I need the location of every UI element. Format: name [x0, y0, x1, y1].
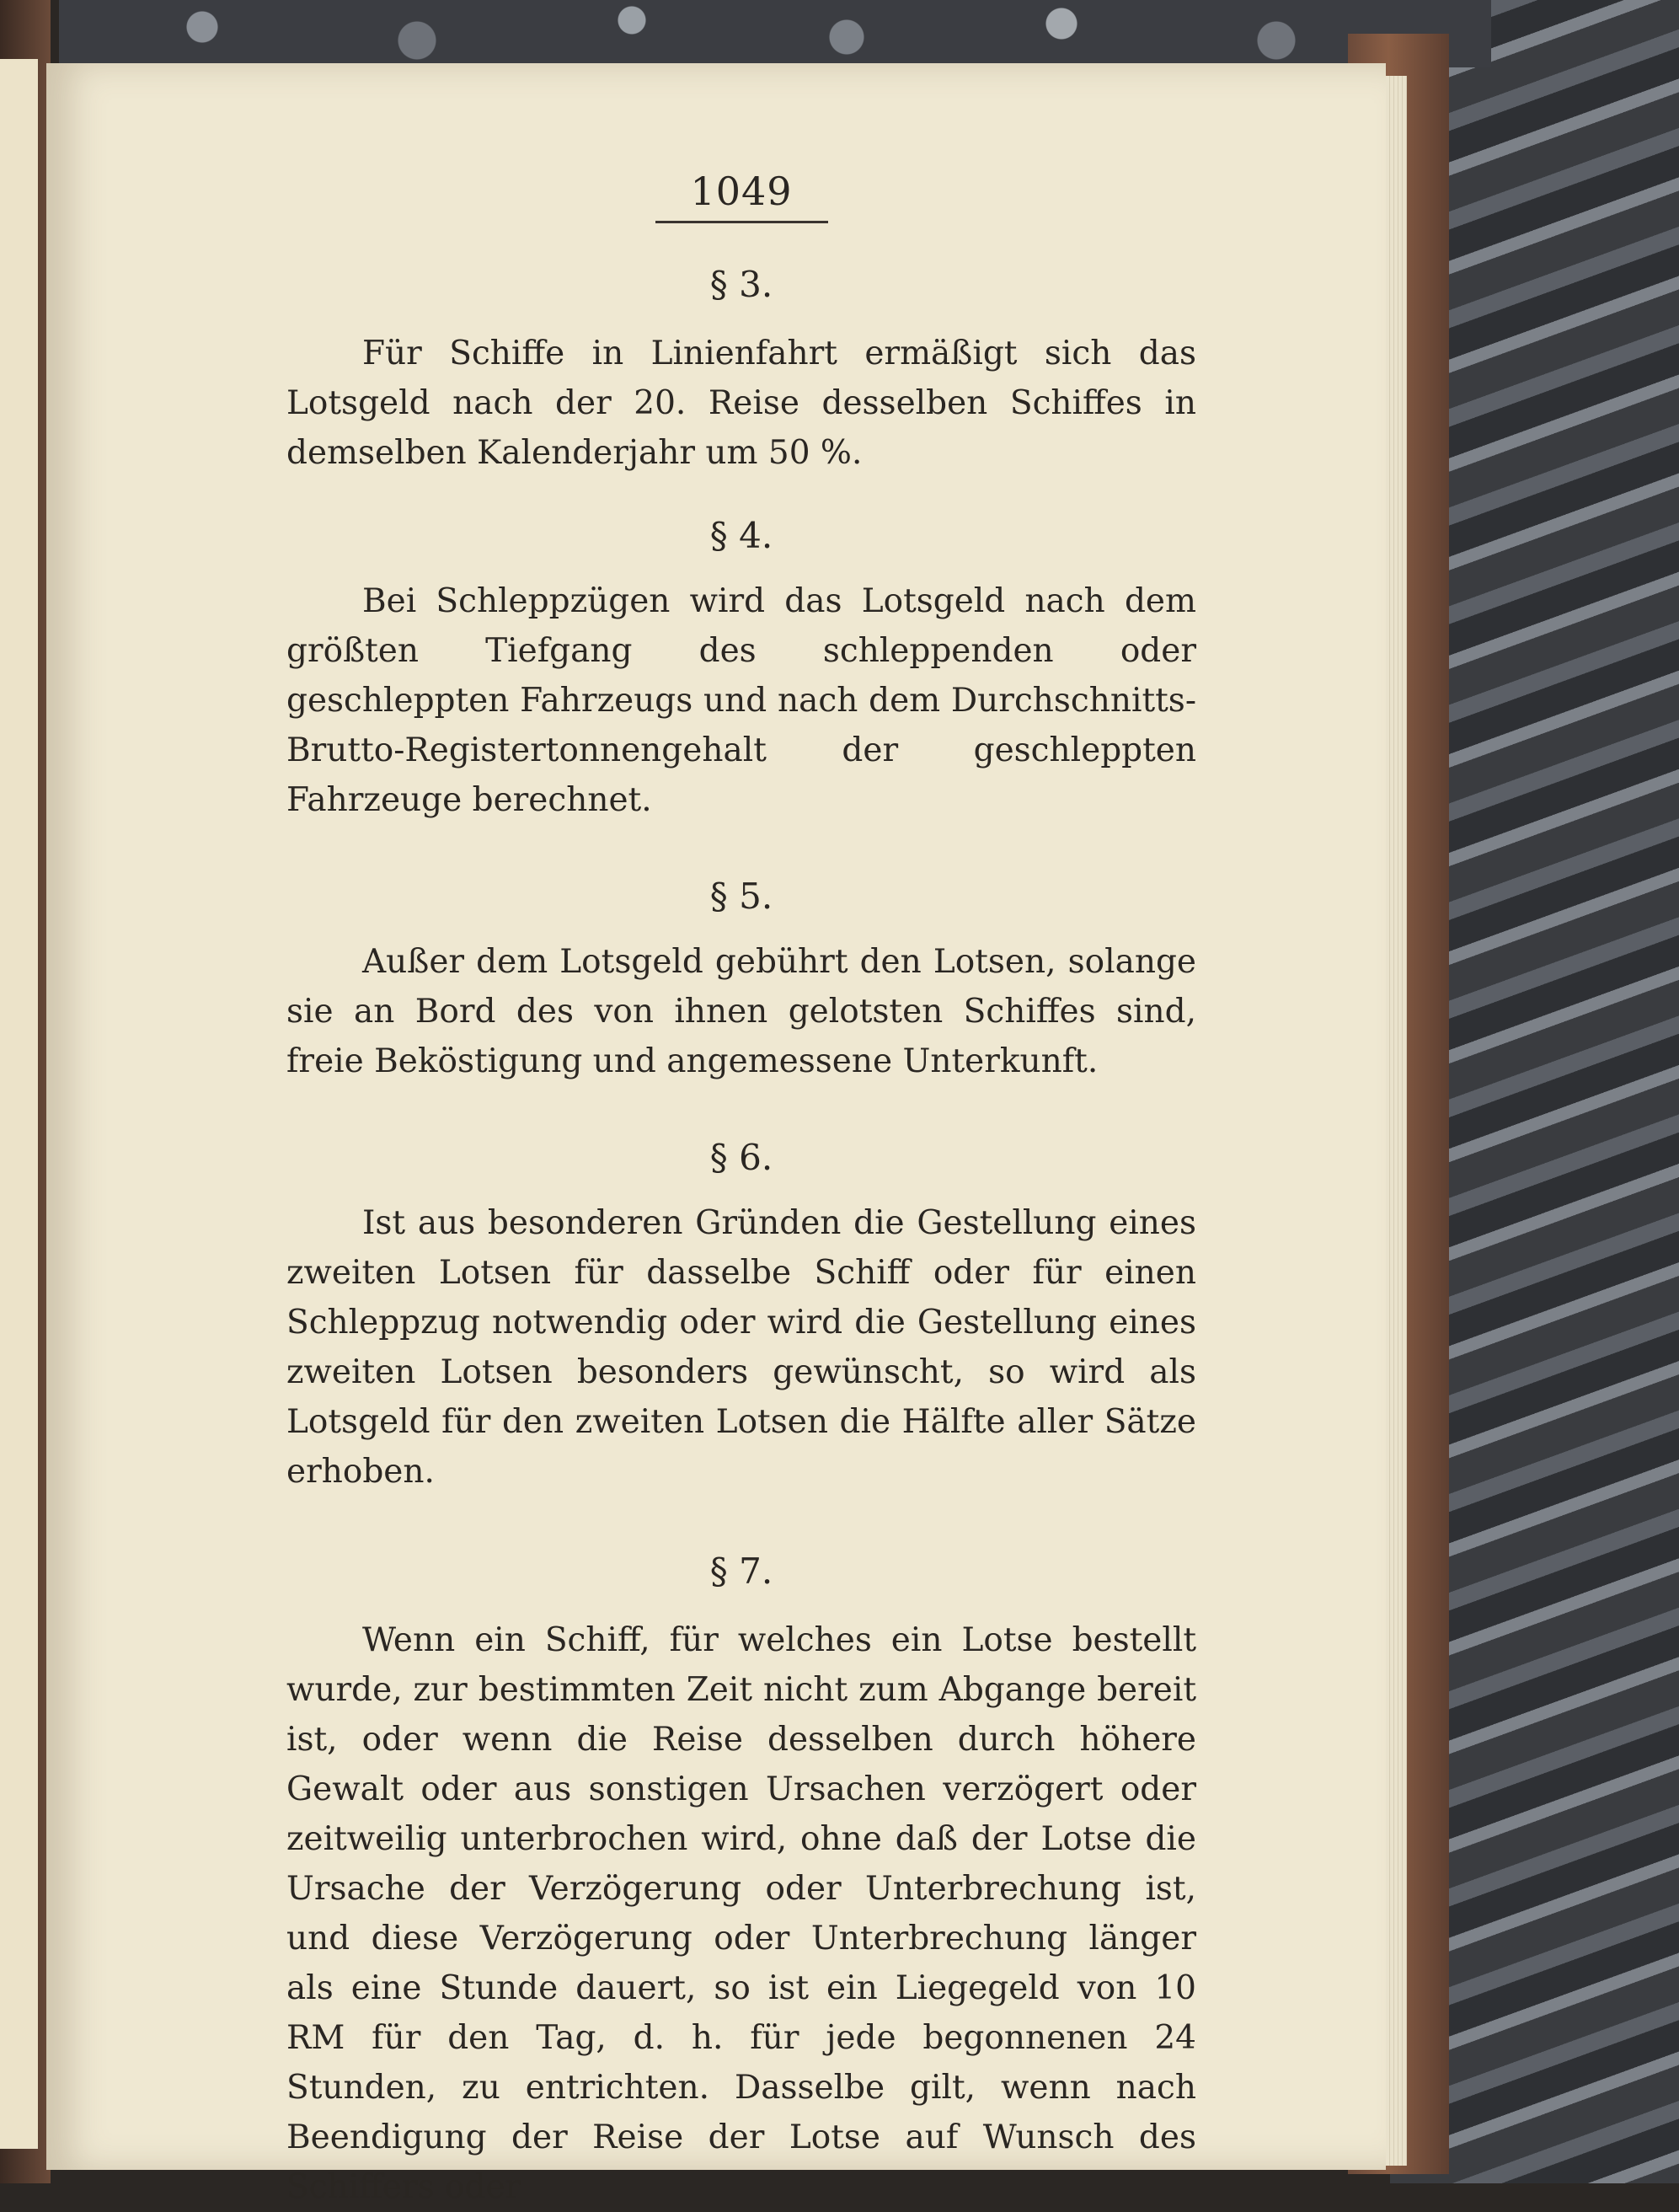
section-text: Für Schiffe in Linienfahrt ermäßigt sich das Lotsgeld nach der 20. Reise desselben Schiffes in demselben Kalenderjahr um 50 %. — [286, 335, 1196, 472]
section-heading: § 5. — [709, 876, 773, 917]
section-heading: § 3. — [709, 264, 773, 305]
page-number: 1049 — [690, 169, 793, 214]
marbled-cover-top — [59, 0, 1491, 67]
section-heading: § 6. — [709, 1137, 773, 1178]
book-page — [46, 63, 1386, 2206]
section-text: Wenn ein Schiff, für welches ein Lotse bestellt wurde, zur bestimmten Zeit nicht zum Abgange bereit ist, oder wenn die Reise desselben durch höhere Gewalt oder aus sonstigen Ursachen verzögert oder zeitweilig unterbrochen wird, ohne daß der Lotse die Ursache der Verzögerung oder Unterbrechung ist, und diese Verzögerung oder Unterbrechung länger als eine Stunde dauert, so ist ein Liegegeld von 10 RM für den Tag, d. h. für jede begonnenen 24 Stunden, zu entrichten. Dasselbe gilt, wenn nach Beendigung der Reise der Lotse auf Wunsch des Schiffers oder — [286, 1621, 1196, 2206]
section-text: Bei Schleppzügen wird das Lotsgeld nach dem größten Tiefgang des schleppenden oder geschleppten Fahrzeugs und nach dem Durchschnitts-Brutto-Registertonnengehalt der geschleppten Fahrzeuge berechnet. — [286, 582, 1196, 819]
section-text: Außer dem Lotsgeld gebührt den Lotsen, solange sie an Bord des von ihnen gelotsten Schiffes sind, freie Beköstigung und angemessene Unterkunft. — [286, 943, 1196, 1080]
section-heading: § 7. — [709, 1551, 773, 1592]
section-text: Ist aus besonderen Gründen die Gestellung eines zweiten Lotsen für dasselbe Schiff oder für einen Schleppzug notwendig oder wird die Gestellung eines zweiten Lotsen besonders gewünscht, so wird als Lotsgeld für den zweiten Lotsen die Hälfte aller Sätze erhoben. — [286, 1204, 1196, 1491]
section-heading: § 4. — [709, 515, 773, 556]
previous-page-edge — [0, 59, 38, 2149]
page-content — [286, 169, 1196, 2212]
